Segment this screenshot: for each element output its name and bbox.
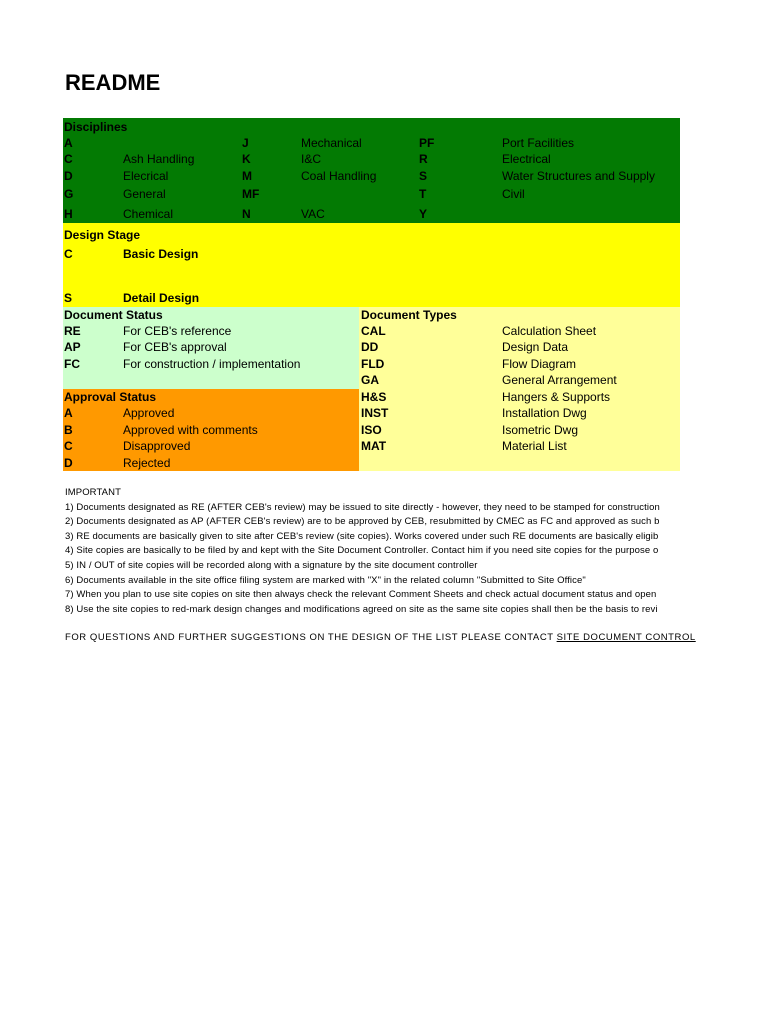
- important-note: 7) When you plan to use site copies on site then always check the relevant Comment Sheets and check actual document status and open: [65, 589, 657, 601]
- document-status-code: AP: [64, 340, 81, 354]
- document-type-name: Isometric Dwg: [502, 423, 579, 437]
- discipline-code: R: [419, 152, 428, 166]
- discipline-name: Ash Handling: [123, 152, 195, 166]
- document-type-code: H&S: [361, 390, 387, 404]
- document-types-heading: Document Types: [361, 308, 457, 322]
- document-type-name: Material List: [502, 439, 567, 453]
- discipline-code: H: [64, 207, 73, 221]
- discipline-code: T: [419, 187, 427, 201]
- important-notes: [65, 486, 680, 617]
- discipline-code: PF: [419, 136, 435, 150]
- document-type-name: Design Data: [502, 340, 569, 354]
- important-note: 6) Documents available in the site office filing system are marked with "X" in the related column "Submitted to Site Office": [65, 574, 586, 586]
- discipline-name: Civil: [502, 187, 525, 201]
- discipline-name: VAC: [301, 207, 325, 221]
- disciplines-section: [63, 118, 680, 223]
- disciplines-heading: Disciplines: [64, 120, 128, 134]
- design-stage-code: C: [64, 247, 73, 261]
- important-note: 8) Use the site copies to red-mark design changes and modifications agreed on site as the same site copies shall then be the basis to revi: [65, 603, 658, 615]
- approval-status-code: D: [64, 456, 73, 470]
- document-type-name: General Arrangement: [502, 373, 617, 387]
- discipline-code: C: [64, 152, 73, 166]
- document-types-section: [359, 307, 680, 471]
- approval-status-name: Approved: [123, 406, 175, 420]
- design-stage-name: Basic Design: [123, 247, 199, 261]
- document-type-code: INST: [361, 406, 389, 420]
- document-type-code: CAL: [361, 324, 386, 338]
- document-type-code: MAT: [361, 439, 387, 453]
- discipline-code: G: [64, 187, 74, 201]
- design-stage-section: [63, 223, 680, 307]
- contact-text: FOR QUESTIONS AND FURTHER SUGGESTIONS ON THE DESIGN OF THE LIST PLEASE CONTACT: [65, 632, 557, 643]
- approval-status-section: [63, 389, 359, 471]
- approval-status-code: B: [64, 423, 73, 437]
- approval-status-name: Rejected: [123, 456, 171, 470]
- design-stage-heading: Design Stage: [64, 228, 141, 242]
- discipline-name: Water Structures and Supply: [502, 169, 655, 183]
- discipline-name: Mechanical: [301, 136, 362, 150]
- discipline-code: MF: [242, 187, 260, 201]
- discipline-name: Chemical: [123, 207, 174, 221]
- document-type-code: GA: [361, 373, 379, 387]
- discipline-code: M: [242, 169, 252, 183]
- contact-line: [65, 632, 696, 643]
- document-status-name: For construction / implementation: [123, 357, 301, 371]
- discipline-code: N: [242, 207, 251, 221]
- document-status-heading: Document Status: [64, 308, 163, 322]
- important-note: 2) Documents designated as AP (AFTER CEB's review) are to be approved by CEB, resubmitted by CMEC as FC and approved as such b: [65, 516, 660, 528]
- document-status-name: For CEB's reference: [123, 324, 232, 338]
- approval-status-name: Disapproved: [123, 439, 191, 453]
- document-type-name: Calculation Sheet: [502, 324, 597, 338]
- document-type-code: FLD: [361, 357, 385, 371]
- discipline-name: Electrical: [502, 152, 551, 166]
- important-note: 4) Site copies are basically to be filed by and kept with the Site Document Controller. Contact him if you need site copies for the purpose o: [65, 545, 659, 557]
- document-type-name: Hangers & Supports: [502, 390, 611, 404]
- document-status-section: [63, 307, 359, 389]
- discipline-code: S: [419, 169, 428, 183]
- document-status-code: RE: [64, 324, 81, 338]
- discipline-code: Y: [419, 207, 428, 221]
- discipline-name: Port Facilities: [502, 136, 575, 150]
- document-type-code: DD: [361, 340, 379, 354]
- discipline-name: Elecrical: [123, 169, 169, 183]
- approval-status-code: C: [64, 439, 73, 453]
- design-stage-name: Detail Design: [123, 291, 200, 305]
- page-title: README: [65, 70, 161, 95]
- document-type-code: ISO: [361, 423, 382, 437]
- discipline-name: General: [123, 187, 166, 201]
- document-status-code: FC: [64, 357, 80, 371]
- document-status-name: For CEB's approval: [123, 340, 227, 354]
- discipline-code: D: [64, 169, 73, 183]
- design-stage-code: S: [64, 291, 73, 305]
- approval-status-code: A: [64, 406, 73, 420]
- important-note: 5) IN / OUT of site copies will be recorded along with a signature by the site document controller: [65, 559, 478, 571]
- important-note: 3) RE documents are basically given to site after CEB's review (site copies). Works covered under such RE documents are basically eligib: [65, 530, 659, 542]
- discipline-name: Coal Handling: [301, 169, 377, 183]
- approval-status-heading: Approval Status: [64, 390, 157, 404]
- discipline-code: J: [242, 136, 249, 150]
- approval-status-name: Approved with comments: [123, 423, 258, 437]
- discipline-code: A: [64, 136, 73, 150]
- important-note: 1) Documents designated as RE (AFTER CEB's review) may be issued to site directly - however, they need to be stamped for construction: [65, 501, 660, 513]
- important-heading: IMPORTANT: [65, 487, 121, 498]
- discipline-code: K: [242, 152, 251, 166]
- discipline-name: I&C: [301, 152, 322, 166]
- document-type-name: Flow Diagram: [502, 357, 577, 371]
- site-document-control-link[interactable]: SITE DOCUMENT CONTROL: [556, 632, 696, 643]
- document-type-name: Installation Dwg: [502, 406, 587, 420]
